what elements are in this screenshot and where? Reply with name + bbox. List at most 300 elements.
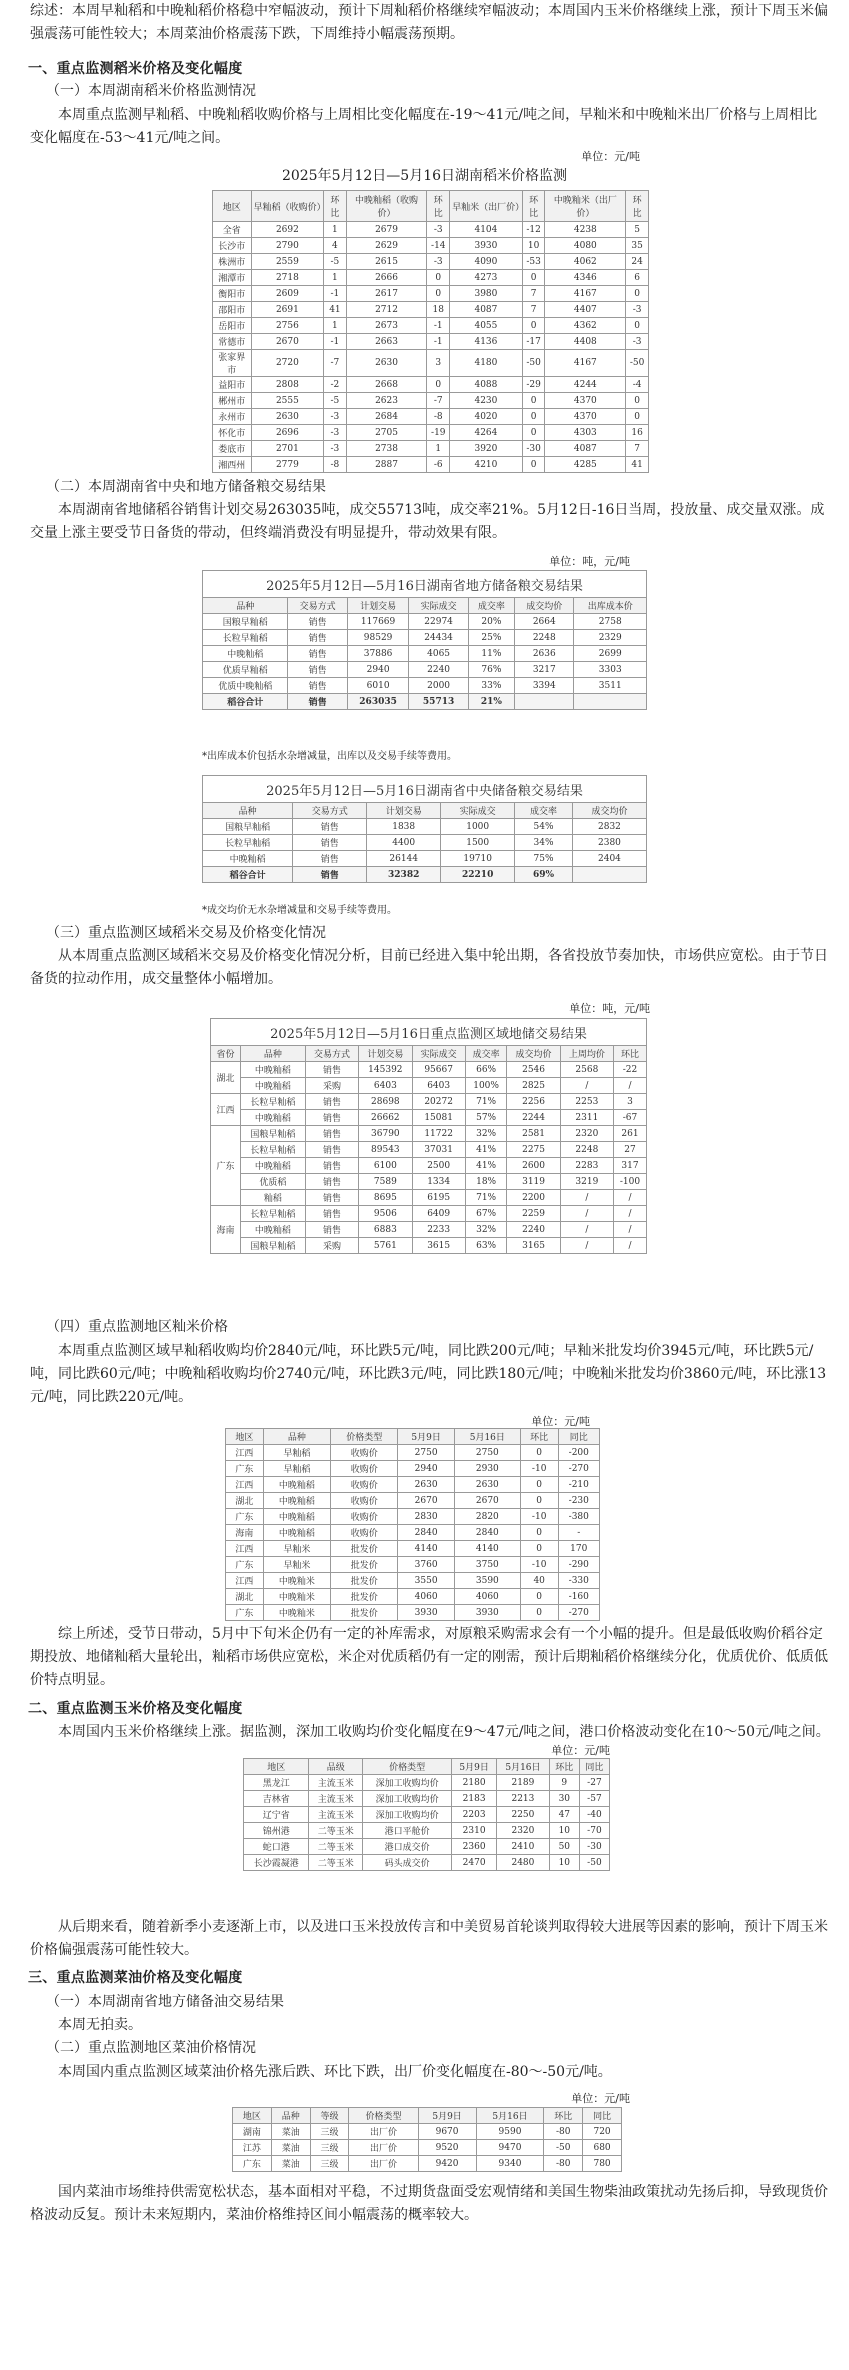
table-total-cell — [572, 867, 646, 883]
table-cell: 0 — [522, 457, 545, 473]
table-row — [213, 302, 649, 318]
table-cell: 2630 — [251, 409, 324, 425]
table-cell: 销售 — [305, 1158, 358, 1174]
column-header: 地区 — [233, 2108, 272, 2124]
central-reserve-table — [202, 775, 647, 883]
subsection-reserve-title: （二）本周湖南省中央和地方储备粮交易结果 — [46, 479, 326, 495]
table-cell: 2696 — [251, 425, 324, 441]
table-cell: 早籼稻 — [263, 1445, 330, 1461]
table-row — [213, 254, 649, 270]
column-header: 品种 — [203, 803, 293, 819]
table-cell: 4140 — [398, 1541, 455, 1557]
table-row — [211, 1158, 647, 1174]
table-cell: 2636 — [515, 646, 574, 662]
table-title-cell: 2025年5月12日—5月16日重点监测区域地储交易结果 — [211, 1019, 647, 1046]
table-cell: 2670 — [251, 334, 324, 350]
table-cell: 早籼稻 — [263, 1461, 330, 1477]
table-cell: -50 — [522, 350, 545, 377]
table-cell: 4408 — [545, 334, 626, 350]
table-cell: 锦州港 — [244, 1823, 309, 1839]
table-cell: 24 — [626, 254, 649, 270]
table-cell: 全省 — [213, 222, 252, 238]
table-cell: 三级 — [310, 2156, 349, 2172]
table-total-cell — [515, 694, 574, 710]
table-row — [226, 1605, 600, 1621]
table-cell: 湘西州 — [213, 457, 252, 473]
table-cell: 6010 — [347, 678, 409, 694]
table-cell: 深加工收购均价 — [363, 1775, 452, 1791]
table-row — [213, 377, 649, 393]
table5-unit: 单位：元/吨 — [531, 1415, 590, 1428]
table-row — [213, 425, 649, 441]
table-cell: 湖南 — [233, 2124, 272, 2140]
table-cell: 2779 — [251, 457, 324, 473]
column-header: 等级 — [310, 2108, 349, 2124]
table-row — [226, 1573, 600, 1589]
table-cell: 2830 — [398, 1509, 455, 1525]
table-cell: 2555 — [251, 393, 324, 409]
table-cell: 4140 — [454, 1541, 520, 1557]
table-cell: 0 — [522, 270, 545, 286]
column-header: 计划交易 — [367, 803, 441, 819]
table-cell: 吉林省 — [244, 1791, 309, 1807]
table-cell: 2712 — [346, 302, 427, 318]
section-corn-title: 二、重点监测玉米价格及变化幅度 — [28, 1701, 243, 1717]
table-cell: 41% — [465, 1158, 507, 1174]
table-cell: 20% — [468, 614, 514, 630]
table-cell: 菜油 — [271, 2124, 310, 2140]
table-cell: 4080 — [545, 238, 626, 254]
table-cell: 0 — [626, 409, 649, 425]
table-cell: 9340 — [476, 2156, 544, 2172]
section-rice-title: 一、重点监测稻米价格及变化幅度 — [28, 61, 243, 77]
table-row — [203, 614, 647, 630]
table-cell: 黑龙江 — [244, 1775, 309, 1791]
table-cell: 2470 — [452, 1855, 497, 1871]
corn-text: 本周国内玉米价格继续上涨。据监测，深加工收购均价变化幅度在9～47元/吨之间，港口价格波动变化在10～50元/吨之间。 — [58, 1724, 830, 1740]
table-cell: 2240 — [409, 662, 468, 678]
table-cell: 销售 — [305, 1190, 358, 1206]
table-cell: 4370 — [545, 393, 626, 409]
column-header: 价格类型 — [363, 1759, 452, 1775]
column-header: 同比 — [558, 1429, 599, 1445]
table-cell: -6 — [427, 457, 450, 473]
table-cell: 3303 — [574, 662, 647, 678]
table-row — [213, 286, 649, 302]
table-row — [244, 1807, 610, 1823]
table-cell: 2691 — [251, 302, 324, 318]
table-total-cell: 稻谷合计 — [203, 867, 293, 883]
table-cell: 2930 — [454, 1461, 520, 1477]
table-cell: -53 — [522, 254, 545, 270]
table-cell: 2609 — [251, 286, 324, 302]
table-cell: 中晚籼稻 — [263, 1525, 330, 1541]
table-cell: 6403 — [412, 1078, 465, 1094]
table-row — [244, 1855, 610, 1871]
table-cell: 4230 — [450, 393, 523, 409]
table-cell: 57% — [465, 1110, 507, 1126]
column-header: 交易方式 — [288, 598, 347, 614]
table-cell: 中晚籼稻 — [203, 851, 293, 867]
table-cell: 3615 — [412, 1238, 465, 1254]
table-cell: 0 — [522, 318, 545, 334]
table-cell: 1334 — [412, 1174, 465, 1190]
table1-title: 2025年5月12日—5月16日湖南稻米价格监测 — [281, 168, 568, 184]
table-total-cell: 稻谷合计 — [203, 694, 288, 710]
table-cell: 67% — [465, 1206, 507, 1222]
table-row — [226, 1493, 600, 1509]
table-cell: 湘潭市 — [213, 270, 252, 286]
table-cell: / — [560, 1206, 613, 1222]
table-cell: 1 — [324, 318, 346, 334]
table-cell: 37886 — [347, 646, 409, 662]
table-cell: 2248 — [515, 630, 574, 646]
region-rice-price-table — [225, 1428, 600, 1621]
table-cell: 2256 — [507, 1094, 560, 1110]
table-cell: 2275 — [507, 1142, 560, 1158]
table-cell: -3 — [626, 334, 649, 350]
table-total-row — [203, 867, 647, 883]
table-cell: 3930 — [454, 1605, 520, 1621]
table-cell: 9420 — [418, 2156, 476, 2172]
table-cell: 湖北 — [226, 1493, 264, 1509]
table-cell: 3394 — [515, 678, 574, 694]
table-cell: 二等玉米 — [309, 1855, 363, 1871]
column-header: 成交率 — [468, 598, 514, 614]
table-title-cell: 2025年5月12日—5月16日湖南省地方储备粮交易结果 — [203, 571, 647, 598]
table-cell: 9470 — [476, 2140, 544, 2156]
table-cell: 销售 — [305, 1062, 358, 1078]
table-cell: 4210 — [450, 457, 523, 473]
table-row — [211, 1174, 647, 1190]
table-cell: 7 — [626, 441, 649, 457]
table-cell: / — [614, 1238, 647, 1254]
table-row — [244, 1791, 610, 1807]
table-row — [226, 1541, 600, 1557]
column-header: 成交均价 — [507, 1046, 560, 1062]
table-cell: 4060 — [398, 1589, 455, 1605]
table-cell: 41 — [626, 457, 649, 473]
table-row — [226, 1589, 600, 1605]
table-cell: 主流玉米 — [309, 1775, 363, 1791]
table-cell: 2820 — [454, 1509, 520, 1525]
table-cell: 33% — [468, 678, 514, 694]
column-header: 地区 — [226, 1429, 264, 1445]
table-cell: 26662 — [359, 1110, 412, 1126]
table-cell: / — [560, 1222, 613, 1238]
table-cell: 6403 — [359, 1078, 412, 1094]
table-row — [244, 1839, 610, 1855]
table-cell: 4273 — [450, 270, 523, 286]
column-header: 上周均价 — [560, 1046, 613, 1062]
table-cell: 2808 — [251, 377, 324, 393]
table-cell: 销售 — [288, 662, 347, 678]
table-row — [213, 457, 649, 473]
table-cell: 2200 — [507, 1190, 560, 1206]
table-cell: 261 — [614, 1126, 647, 1142]
table-cell: 4400 — [367, 835, 441, 851]
table-cell: / — [560, 1238, 613, 1254]
table-cell: -210 — [558, 1477, 599, 1493]
table-row — [203, 819, 647, 835]
table-cell: 2559 — [251, 254, 324, 270]
table-cell: 25% — [468, 630, 514, 646]
table-cell: 2568 — [560, 1062, 613, 1078]
table-cell: 长粒早籼稻 — [240, 1094, 305, 1110]
table-cell: 3760 — [398, 1557, 455, 1573]
table-cell: 10 — [549, 1855, 579, 1871]
table-cell: 0 — [520, 1445, 558, 1461]
table-cell: 江西 — [226, 1477, 264, 1493]
table-row — [211, 1222, 647, 1238]
table-cell: 批发价 — [331, 1541, 398, 1557]
region-trade-text: 从本周重点监测区域稻米交易及价格变化情况分析，目前已经进入集中轮出期，各省投放节奏加快，市场供应宽松。由于节日备货的拉动作用，成交量整体小幅增加。 — [30, 948, 828, 987]
table-cell: 长粒早籼稻 — [240, 1206, 305, 1222]
table-cell: 江西 — [226, 1541, 264, 1557]
table-row — [211, 1126, 647, 1142]
table-cell: 2546 — [507, 1062, 560, 1078]
table-cell: 4346 — [545, 270, 626, 286]
table-cell: 二等玉米 — [309, 1823, 363, 1839]
column-header: 成交均价 — [572, 803, 646, 819]
table-cell: 0 — [522, 425, 545, 441]
table-cell: 2940 — [398, 1461, 455, 1477]
table-cell: 辽宁省 — [244, 1807, 309, 1823]
table-header-row — [203, 598, 647, 614]
table-cell: 4180 — [450, 350, 523, 377]
table-cell: 销售 — [305, 1110, 358, 1126]
column-header: 成交率 — [465, 1046, 507, 1062]
table1-unit: 单位：元/吨 — [581, 150, 640, 163]
table-cell: -380 — [558, 1509, 599, 1525]
table-cell: 27 — [614, 1142, 647, 1158]
table-cell: 145392 — [359, 1062, 412, 1078]
column-header: 计划交易 — [359, 1046, 412, 1062]
table-total-cell: 55713 — [409, 694, 468, 710]
table-row — [211, 1238, 647, 1254]
table-cell: 3 — [614, 1094, 647, 1110]
table-cell: 4087 — [545, 441, 626, 457]
table-cell: 中晚籼稻 — [263, 1509, 330, 1525]
table-cell: 张家界市 — [213, 350, 252, 377]
table-cell: -80 — [544, 2156, 583, 2172]
table-cell: -14 — [427, 238, 450, 254]
table-cell: 4087 — [450, 302, 523, 318]
table-cell: -40 — [579, 1807, 609, 1823]
table-cell: 2630 — [398, 1477, 455, 1493]
column-header: 环比 — [549, 1759, 579, 1775]
table-cell: 销售 — [288, 630, 347, 646]
table-cell: 2253 — [560, 1094, 613, 1110]
table-cell: 出厂价 — [349, 2156, 418, 2172]
table-cell: 三级 — [310, 2140, 349, 2156]
table-cell: 出厂价 — [349, 2124, 418, 2140]
table-cell: 蛇口港 — [244, 1839, 309, 1855]
table-cell: 2684 — [346, 409, 427, 425]
table-cell: 2825 — [507, 1078, 560, 1094]
table-cell: 4407 — [545, 302, 626, 318]
table-cell: 2670 — [454, 1493, 520, 1509]
table-cell: 2311 — [560, 1110, 613, 1126]
table-cell: -80 — [544, 2124, 583, 2140]
table-cell: 2404 — [572, 851, 646, 867]
table-cell: 2000 — [409, 678, 468, 694]
table-cell: 主流玉米 — [309, 1791, 363, 1807]
table-cell: 4167 — [545, 286, 626, 302]
oil-reserve-text: 本周无拍卖。 — [58, 2017, 142, 2033]
table-cell: 32% — [465, 1222, 507, 1238]
table-cell: 0 — [520, 1493, 558, 1509]
table-cell: 收购价 — [331, 1477, 398, 1493]
column-header: 地区 — [244, 1759, 309, 1775]
table-header-row — [226, 1429, 600, 1445]
table-cell: 2673 — [346, 318, 427, 334]
table-cell: 7 — [522, 302, 545, 318]
table-cell: 2320 — [560, 1126, 613, 1142]
table-cell: 4062 — [545, 254, 626, 270]
table-cell: 95667 — [412, 1062, 465, 1078]
table-cell: 4303 — [545, 425, 626, 441]
table-cell: 22974 — [409, 614, 468, 630]
table-cell: -3 — [324, 441, 346, 457]
table-cell: 菜油 — [271, 2156, 310, 2172]
column-header: 地区 — [213, 191, 252, 222]
table-cell: 780 — [583, 2156, 622, 2172]
subsection-hunan-rice-title: （一）本周湖南稻米价格监测情况 — [46, 83, 256, 99]
table-cell: 2887 — [346, 457, 427, 473]
oil-price-text: 本周国内重点监测区域菜油价格先涨后跌、环比下跌，出厂价变化幅度在-80～-50元/吨。 — [58, 2064, 612, 2080]
column-header: 环比 — [522, 191, 545, 222]
table-cell: 1500 — [441, 835, 515, 851]
table-cell: 2203 — [452, 1807, 497, 1823]
table-cell: 2360 — [452, 1839, 497, 1855]
table-cell: 24434 — [409, 630, 468, 646]
table-cell: 菜油 — [271, 2140, 310, 2156]
table-cell: 15081 — [412, 1110, 465, 1126]
table-cell: 317 — [614, 1158, 647, 1174]
table-cell: 19710 — [441, 851, 515, 867]
table-cell: 益阳市 — [213, 377, 252, 393]
table-cell: 2940 — [347, 662, 409, 678]
table-header-row — [213, 191, 649, 222]
column-header: 环比 — [626, 191, 649, 222]
table-cell: 中晚籼稻 — [203, 646, 288, 662]
table-cell: / — [614, 1206, 647, 1222]
table-row — [211, 1190, 647, 1206]
table-cell: -160 — [558, 1589, 599, 1605]
table-row — [211, 1206, 647, 1222]
table-total-cell: 22210 — [441, 867, 515, 883]
table-cell: 2244 — [507, 1110, 560, 1126]
column-header: 实际成交 — [409, 598, 468, 614]
table-cell: -5 — [324, 254, 346, 270]
table-cell: 4088 — [450, 377, 523, 393]
column-header: 交易方式 — [293, 803, 367, 819]
table-cell: 2233 — [412, 1222, 465, 1238]
table-row — [233, 2156, 622, 2172]
table-cell: 2500 — [412, 1158, 465, 1174]
table-row — [203, 646, 647, 662]
table-row — [226, 1445, 600, 1461]
table-cell: 4065 — [409, 646, 468, 662]
table-cell: 优质早籼稻 — [203, 662, 288, 678]
table-cell: 深加工收购均价 — [363, 1791, 452, 1807]
table-total-cell: 21% — [468, 694, 514, 710]
table-total-cell: 销售 — [288, 694, 347, 710]
table-cell: 衡阳市 — [213, 286, 252, 302]
table-cell: 2380 — [572, 835, 646, 851]
table-cell: 3217 — [515, 662, 574, 678]
subsection-region-trade-title: （三）重点监测区域稻米交易及价格变化情况 — [46, 925, 326, 941]
table-row — [213, 334, 649, 350]
table-cell: -3 — [324, 409, 346, 425]
table-row — [226, 1509, 600, 1525]
table-cell: 江西 — [226, 1573, 264, 1589]
table-cell: 深加工收购均价 — [363, 1807, 452, 1823]
table-cell: 4167 — [545, 350, 626, 377]
table-row — [213, 393, 649, 409]
table-row — [211, 1094, 647, 1110]
table-cell: 720 — [583, 2124, 622, 2140]
column-header: 同比 — [583, 2108, 622, 2124]
column-header: 环比 — [520, 1429, 558, 1445]
column-header: 成交均价 — [515, 598, 574, 614]
table-cell: -270 — [558, 1461, 599, 1477]
table-cell: 批发价 — [331, 1573, 398, 1589]
table-row — [211, 1142, 647, 1158]
table-cell: 收购价 — [331, 1525, 398, 1541]
column-header: 中晚籼稻（收购价） — [346, 191, 427, 222]
table-cell: 销售 — [305, 1174, 358, 1190]
table-cell: 销售 — [293, 851, 367, 867]
table-cell: 广东 — [226, 1557, 264, 1573]
table-cell: 中晚籼稻 — [240, 1158, 305, 1174]
table-cell: 0 — [427, 286, 450, 302]
table6-unit: 单位：元/吨 — [551, 1744, 610, 1757]
table-cell: 76% — [468, 662, 514, 678]
table-cell: 优质稻 — [240, 1174, 305, 1190]
column-header: 环比 — [427, 191, 450, 222]
table-row — [233, 2140, 622, 2156]
table-cell: 0 — [427, 270, 450, 286]
table-header-row — [244, 1759, 610, 1775]
table-cell: 35 — [626, 238, 649, 254]
oil-conclusion-text: 国内菜油市场维持供需宽松状态，基本面相对平稳，不过期货盘面受宏观情绪和美国生物柴油政策扰动先扬后抑，导致现货价格波动反复。预计未来短期内，菜油价格维持区间小幅震荡的概率较大。 — [30, 2184, 828, 2223]
column-header: 品级 — [309, 1759, 363, 1775]
table-row — [213, 350, 649, 377]
table-cell: 34% — [515, 835, 573, 851]
table-cell: 籼稻 — [240, 1190, 305, 1206]
table-cell: 170 — [558, 1541, 599, 1557]
table-cell: 2617 — [346, 286, 427, 302]
table-cell: 11722 — [412, 1126, 465, 1142]
table-cell: 2840 — [398, 1525, 455, 1541]
table-cell: 8695 — [359, 1190, 412, 1206]
table-cell: / — [560, 1190, 613, 1206]
table-cell: 国粮早籼稻 — [240, 1238, 305, 1254]
table-cell: 岳阳市 — [213, 318, 252, 334]
column-header: 出库成本价 — [574, 598, 647, 614]
table-cell: 9670 — [418, 2124, 476, 2140]
table4-unit: 单位：吨，元/吨 — [569, 1002, 650, 1015]
table-cell: 10 — [549, 1823, 579, 1839]
table-cell: 1 — [324, 270, 346, 286]
table-header-row — [211, 1046, 647, 1062]
table-cell: 中晚籼米 — [263, 1605, 330, 1621]
table-cell: 海南 — [211, 1206, 241, 1254]
table-cell: 2250 — [497, 1807, 550, 1823]
table-cell: 中晚籼米 — [263, 1573, 330, 1589]
